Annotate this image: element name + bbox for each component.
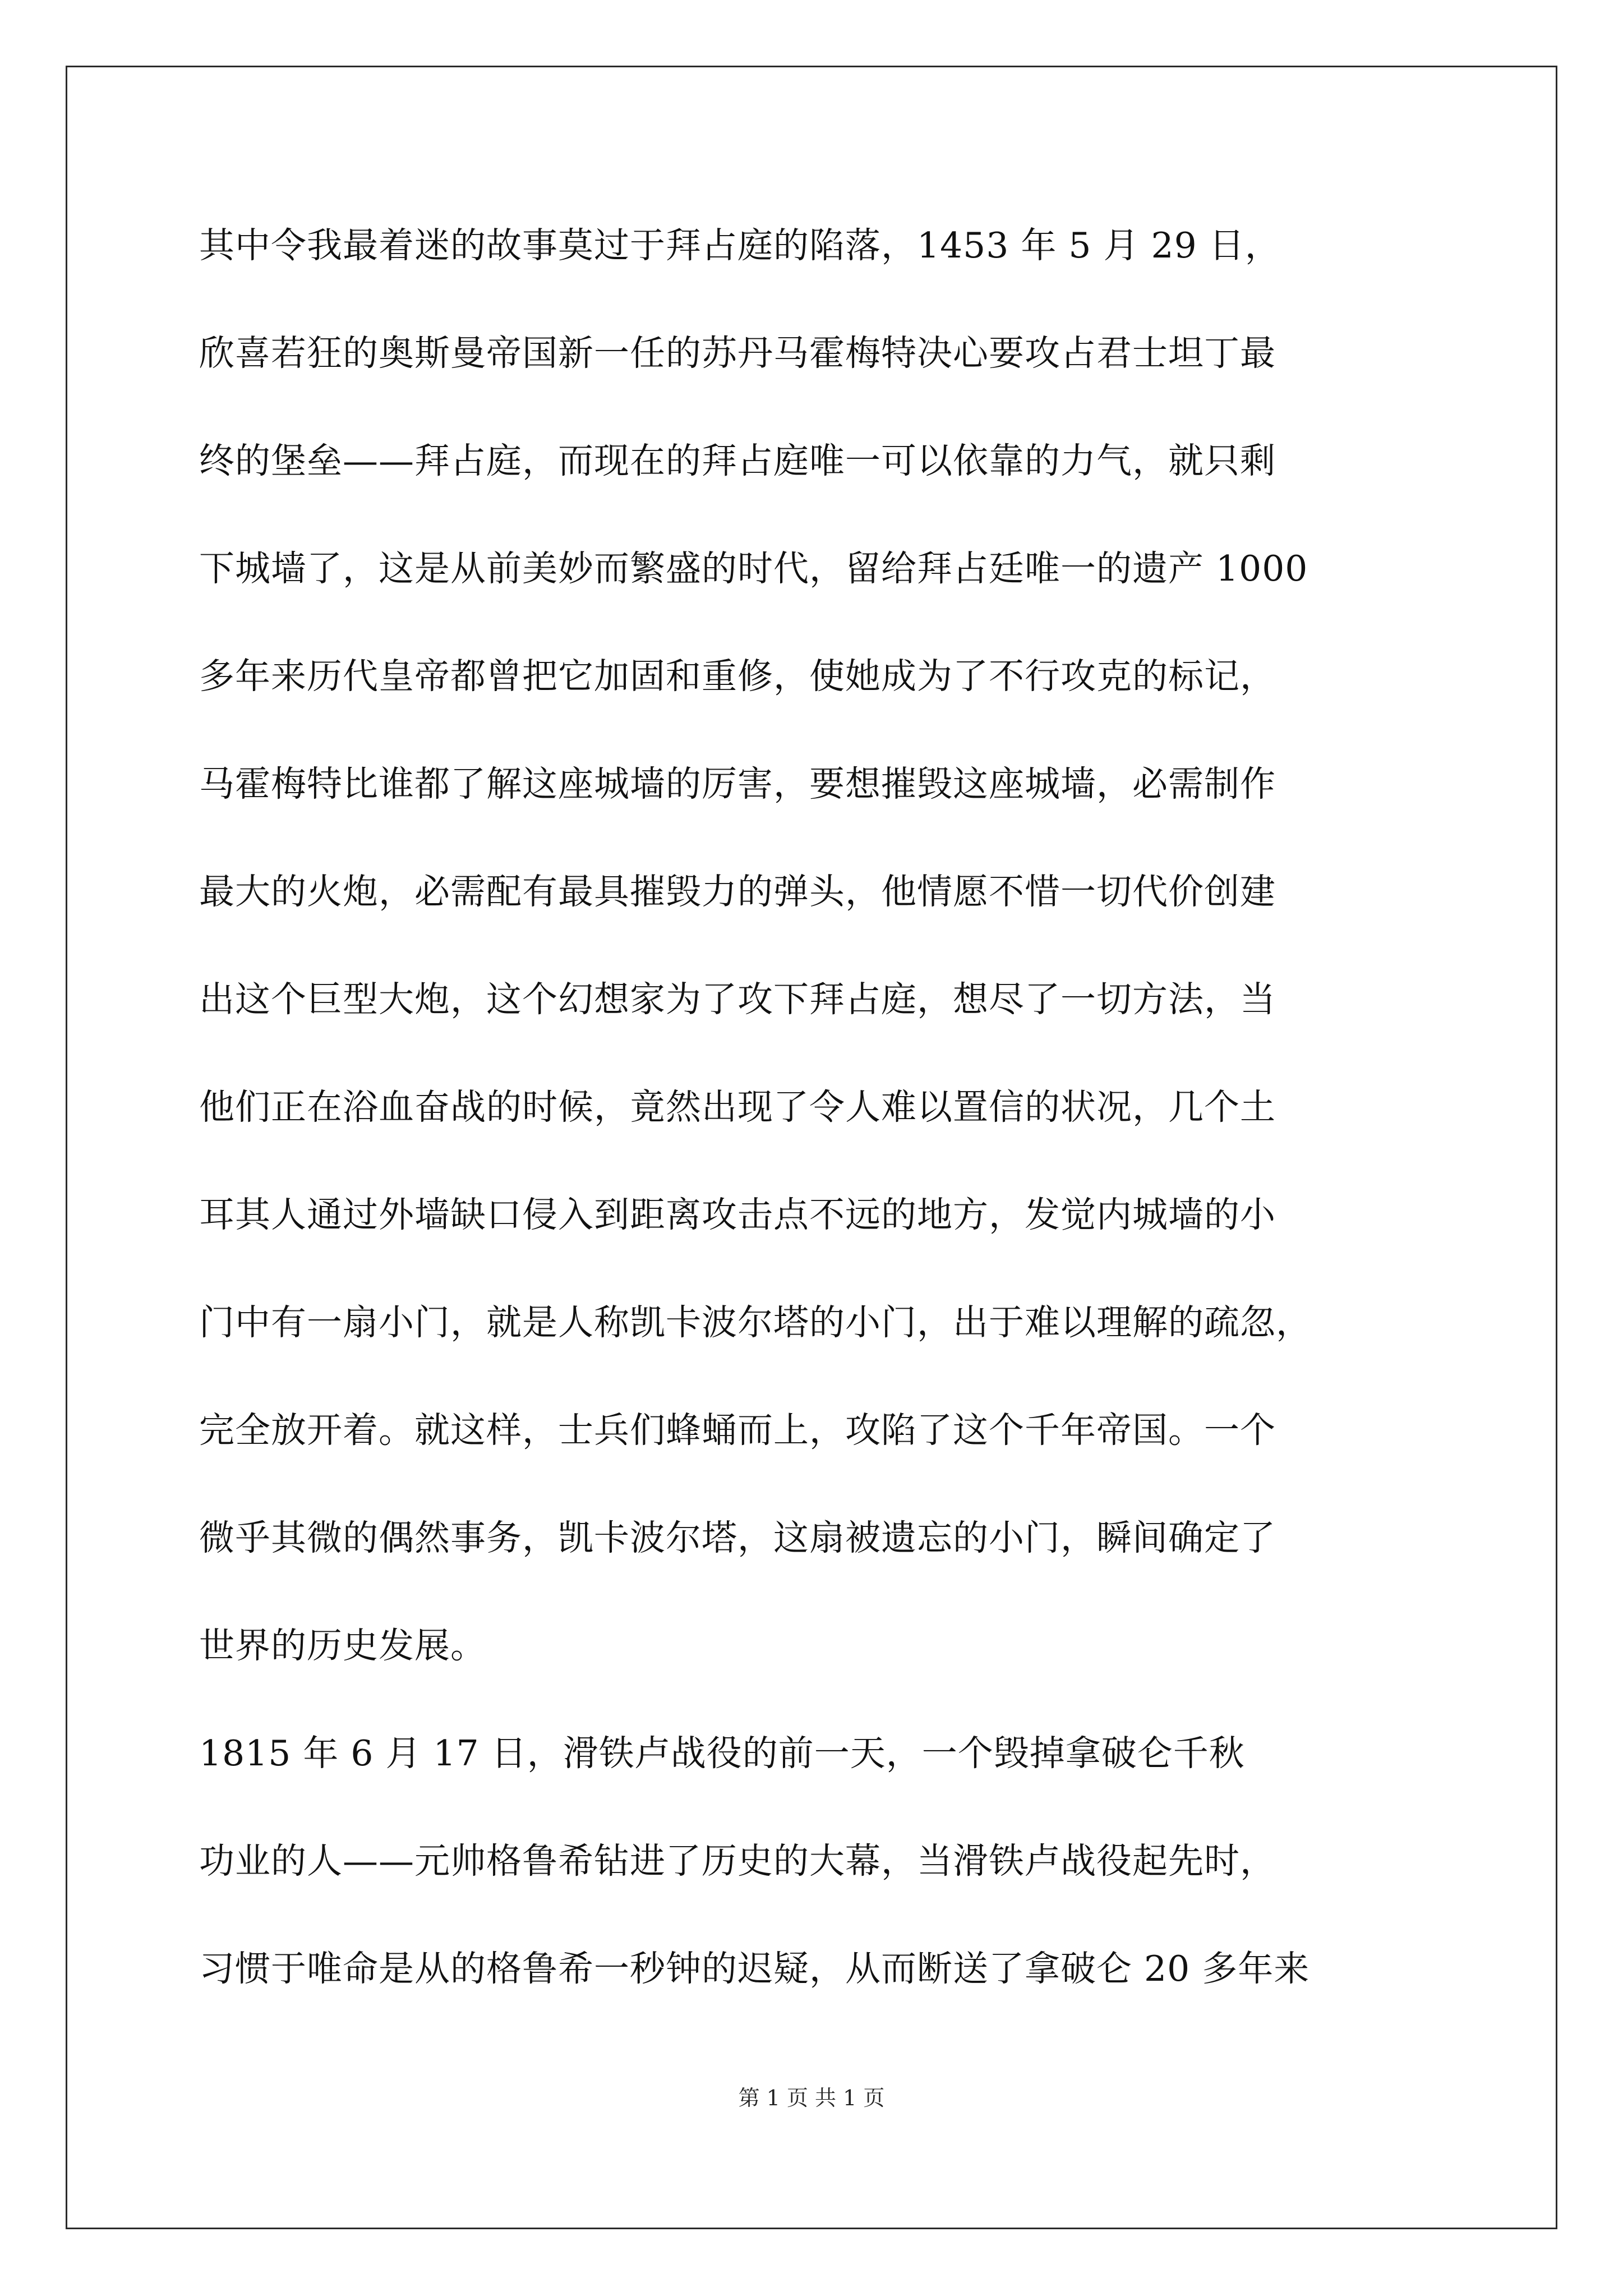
text-line: 门中有一扇小门，就是人称凯卡波尔塔的小门，出于难以理解的疏忽， [199, 1302, 1312, 1343]
text-line: 欣喜若狂的奥斯曼帝国新一任的苏丹马霍梅特决心要攻占君士坦丁最 [199, 333, 1276, 374]
text-line: 其中令我最着迷的故事莫过于拜占庭的陷落，1453 年 5 月 29 日， [199, 225, 1281, 266]
text-line: 最大的火炮，必需配有最具摧毁力的弹头，他情愿不惜一切代价创建 [199, 871, 1276, 912]
page-footer: 第 1 页 共 1 页 [738, 2086, 885, 2110]
text-line: 世界的历史发展。 [199, 1625, 486, 1666]
text-line: 出这个巨型大炮，这个幻想家为了攻下拜占庭，想尽了一切方法，当 [199, 979, 1276, 1020]
text-line: 下城墙了，这是从前美妙而繁盛的时代，留给拜占廷唯一的遗产 1000 [199, 548, 1308, 589]
text-line: 1815 年 6 月 17 日，滑铁卢战役的前一天，一个毁掉拿破仑千秋 [199, 1733, 1245, 1774]
text-line: 完全放开着。就这样，士兵们蜂蛹而上，攻陷了这个千年帝国。一个 [199, 1410, 1276, 1451]
text-line: 马霍梅特比谁都了解这座城墙的厉害，要想摧毁这座城墙，必需制作 [199, 763, 1276, 804]
page-border [66, 66, 1557, 2229]
text-line: 终的堡垒——拜占庭，而现在的拜占庭唯一可以依靠的力气，就只剩 [199, 440, 1276, 481]
text-line: 多年来历代皇帝都曾把它加固和重修，使她成为了不行攻克的标记， [199, 656, 1276, 697]
text-line: 耳其人通过外墙缺口侵入到距离攻击点不远的地方，发觉内城墙的小 [199, 1194, 1276, 1235]
text-line: 习惯于唯命是从的格鲁希一秒钟的迟疑，从而断送了拿破仑 20 多年来 [199, 1948, 1310, 1989]
text-line: 微乎其微的偶然事务，凯卡波尔塔，这扇被遗忘的小门，瞬间确定了 [199, 1517, 1276, 1558]
text-line: 他们正在浴血奋战的时候，竟然出现了令人难以置信的状况，几个土 [199, 1087, 1276, 1128]
text-line: 功业的人——元帅格鲁希钻进了历史的大幕，当滑铁卢战役起先时， [199, 1841, 1276, 1881]
